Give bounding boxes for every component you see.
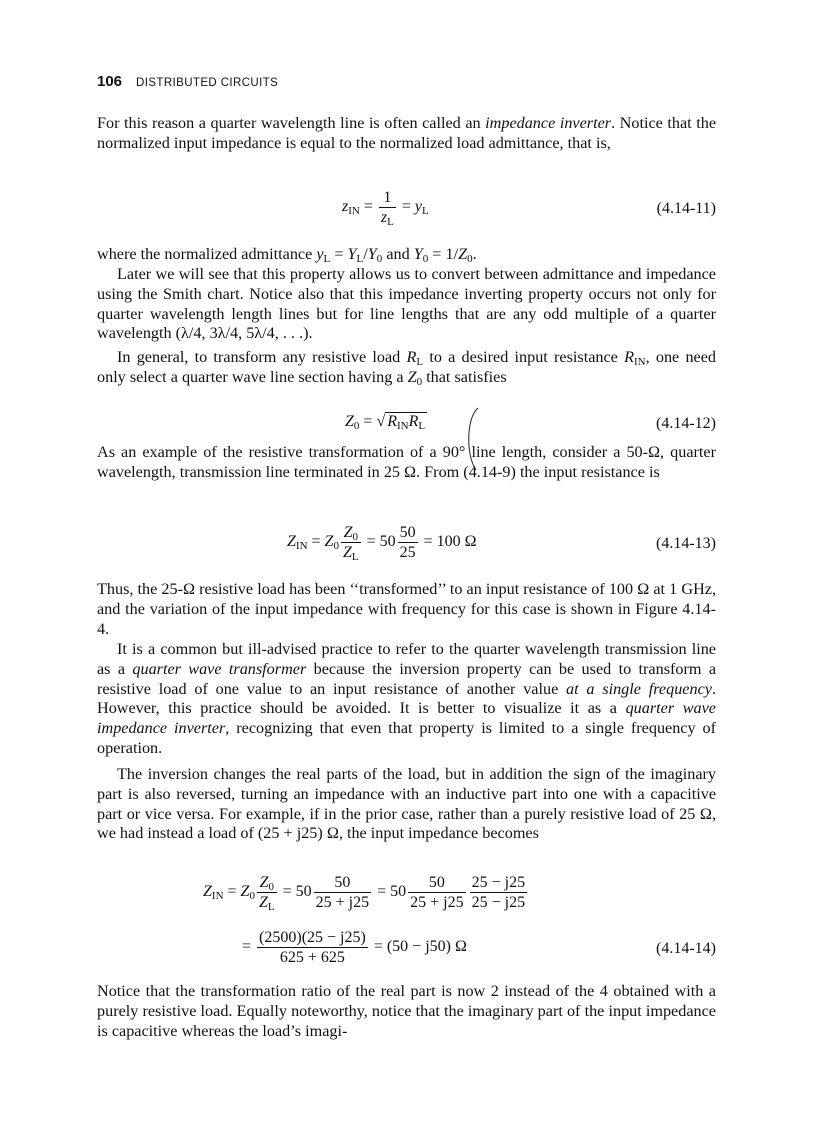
equation-4-14-14-line-1: $Z_{IN} = Z_0$ $\frac{Z_0}{Z_L}$ = 50 $\frac{50}{25 + j25}$ = 50 $\frac{50}{25 + j25}$ $\frac{25 - j25}{25 - j25}$ <box>203 874 526 913</box>
paragraph-8: The inversion changes the real parts of the load, but in addition the sign of the imaginary part is also reversed, turning an impedance with an inductive part into one with a capacitive part or vice versa. For example, if in the prior case, rather than a purely resistive load of 25 Ω, we had instead a load of (25 + j25) Ω, the input impedance becomes <box>97 765 716 843</box>
equation-4-14-14-line-2: = $\frac{(2500)(25 - j25)}{625 + 625}$ = (50 − j50) Ω <box>242 929 467 966</box>
paragraph-3: Later we will see that this property allows us to convert between admittance and impedance using the Smith chart. Notice also that this impedance inverting property occurs not only for quarter wavelength length lines but for line lengths that are any odd multiple of a quarter wavelength (λ/4, 3λ/4, 5λ/4, . . .). <box>97 265 716 343</box>
running-head-title: DISTRIBUTED CIRCUITS <box>136 77 279 89</box>
equation-number-13: (4.14-13) <box>656 535 716 552</box>
paragraph-5: As an example of the resistive transformation of a 90° line length, consider a 50-Ω, quarter wavelength, transmission line terminated in 25 Ω. From (4.14-9) the input resistance is <box>97 443 716 481</box>
equation-number-12: (4.14-12) <box>656 415 716 432</box>
page-number: 106 <box>97 73 123 90</box>
emphasis-impedance-inverter: impedance inverter <box>485 114 612 132</box>
equation-4-14-12: $Z_0$ = √ $R_{IN}R_L$ <box>345 413 426 432</box>
paragraph-9: Notice that the transformation ratio of the real part is now 2 instead of the 4 obtained with a purely resistive load. Equally noteworthy, notice that the imaginary part of the input impedance is capacitive whereas the load’s imagi- <box>97 982 716 1040</box>
equation-4-14-11: $z_{IN}$ = $\frac{1}{z_L}$ = $y_L$ <box>342 189 429 228</box>
paragraph-2: where the normalized admittance $y_L = Y_L/Y_0$ and $Y_0 = 1/Z_0$. <box>97 245 477 265</box>
paragraph-4: In general, to transform any resistive load $R_L$ to a desired input resistance $R_{IN}$, one need only select a quarter wave line section having a $Z_0$ that satisfies <box>97 348 717 388</box>
paragraph-6: Thus, the 25-Ω resistive load has been ‘‘transformed’’ to an input resistance of 100 Ω at 1 GHz, and the variation of the input impedance with frequency for this case is shown in Figure 4.14-4. <box>97 580 716 638</box>
equation-4-14-13: $Z_{IN} = Z_0$ $\frac{Z_0}{Z_L}$ = 50 $\frac{50}{25}$ = 100 Ω <box>287 524 477 563</box>
paragraph-7: It is a common but ill-advised practice to refer to the quarter wavelength transmission line as a quarter wave transformer because the inversion property can be used to transform a resistive load of one value to an input resistance of another value at a single frequency. However, this practice should be avoided. It is better to visualize it as a quarter wave impedance inverter, recognizing that even that property is limited to a single frequency of operation. <box>97 640 716 757</box>
equation-number-14: (4.14-14) <box>656 940 716 957</box>
equation-number-11: (4.14-11) <box>656 200 716 217</box>
paragraph-1: For this reason a quarter wavelength line is often called an impedance inverter. Notice that the normalized input impedance is equal to the normalized load admittance, that is, <box>97 114 716 152</box>
sqrt-symbol: √ <box>376 413 386 430</box>
running-header <box>97 73 278 91</box>
